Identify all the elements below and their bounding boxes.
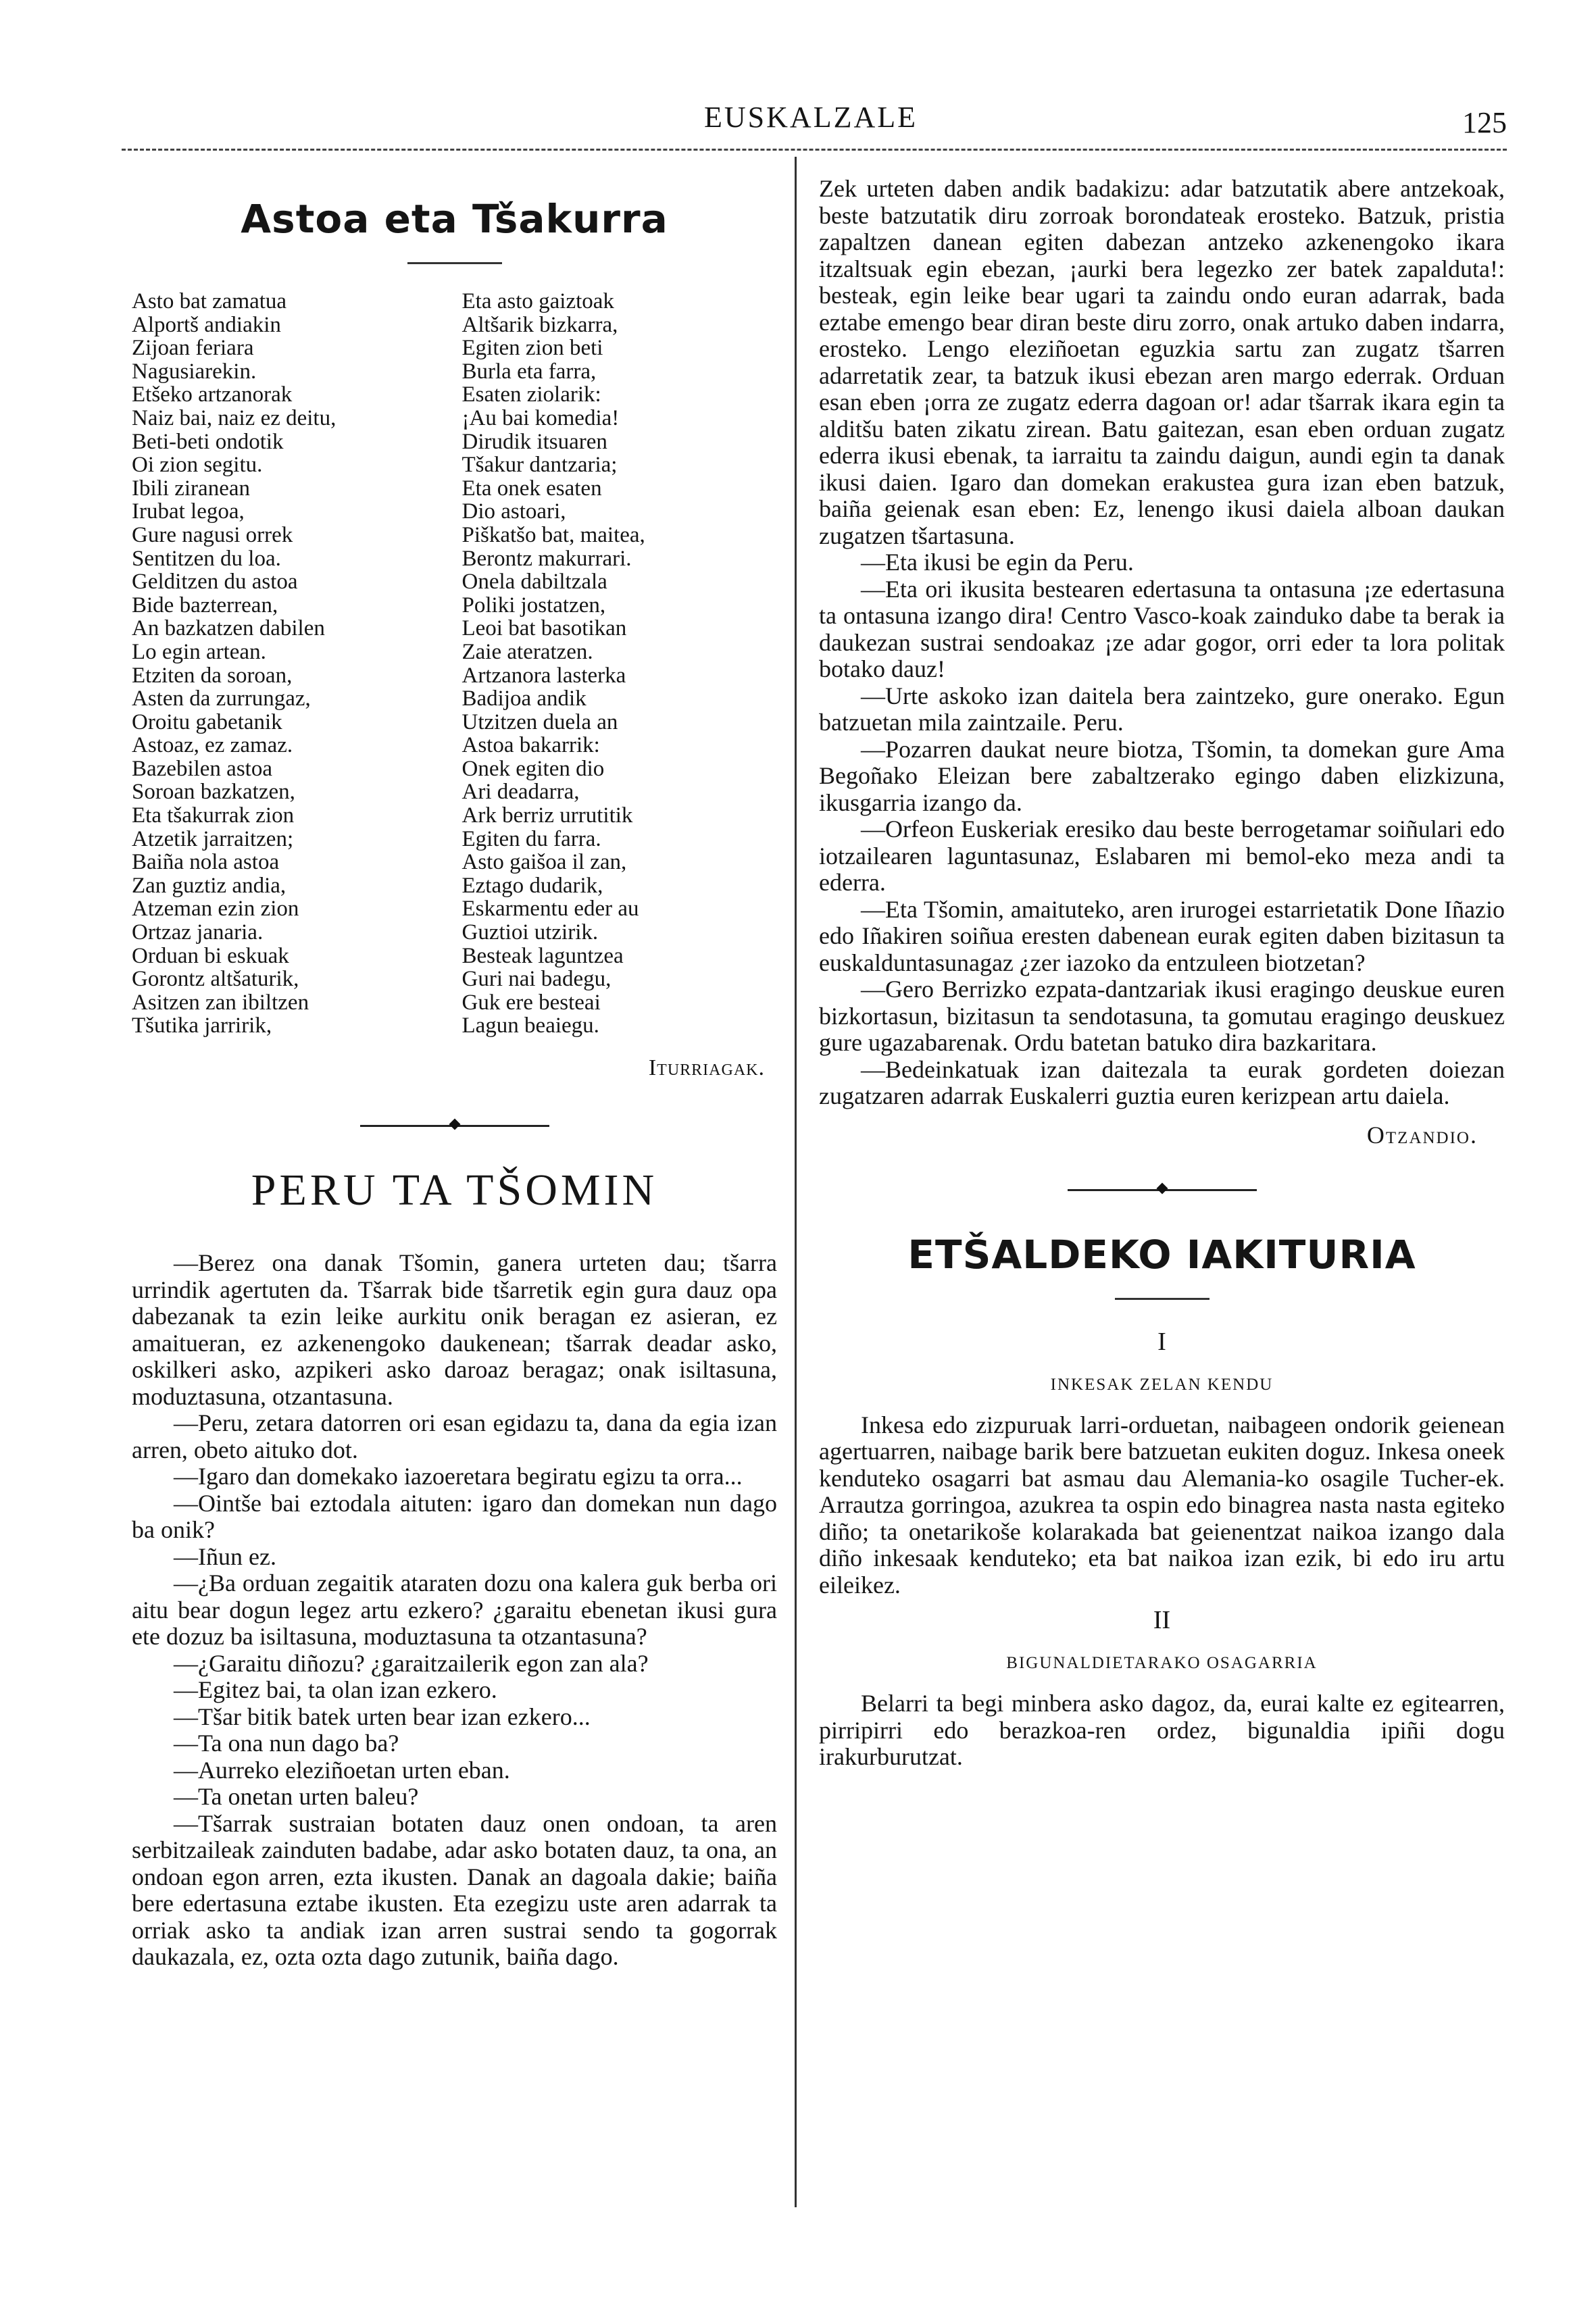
poem-line: Ibili ziranean (132, 476, 250, 501)
poem-line: Bazebilen astoa (132, 756, 272, 781)
poem-line: Beti-beti ondotik (132, 429, 284, 454)
dialogue-paragraph: —Peru, zetara datorren ori esan egidazu ta, dana da egia izan arren, obeto aituko dot. (132, 1409, 777, 1463)
poem-line: Esaten ziolarik: (462, 382, 601, 407)
poem-line: Altšarik bizkarra, (462, 312, 618, 337)
poem-column-1 (132, 290, 447, 1038)
poem-line: Piškatšo bat, maitea, (462, 522, 645, 547)
dialogue-paragraph: —¿Ba orduan zegaitik ataraten dozu ona kalera guk berba ori aitu bear dogun legez artu ezkero? ¿garaitu ebenetan ikusi gura ete dozuz ba isiltasuna, moduztasuna ta otzantasuna? (132, 1569, 777, 1650)
poem-line: Asten da zurrungaz, (132, 686, 311, 711)
poem-line: Eta tšakurrak zion (132, 803, 295, 828)
poem-line: Gelditzen du astoa (132, 570, 298, 595)
section-1-heading: INKESAK ZELAN KENDU (1050, 1375, 1274, 1394)
running-title: EUSKALZALE (704, 101, 918, 134)
poem-line: Eta asto gaiztoak (462, 289, 614, 313)
poem-line: Asto gaišoa il zan, (462, 850, 627, 875)
poem-line: Lagun beaiegu. (462, 1013, 599, 1038)
dialogue-paragraph: —Tšarrak sustraian botaten dauz onen ondoan, ta aren serbitzaileak zainduten badabe, adar asko botaten dauz, ta ona, an ondoan egon arren, ezta ikusten. Danak an dagoala dakie; baiña bere edertasuna eztabe ikusten. Eta ezegizu uste aren adarrak ta orriak asko ta andiak izan arren sustrai sendo ta gogorrak daukazala, ez, ozta ozta dago zutunik, baiña dago. (132, 1809, 777, 1970)
poem-line: Besteak laguntzea (462, 943, 624, 968)
poem-line: ¡Au bai komedia! (462, 405, 620, 430)
poem-line: Oi zion segitu. (132, 453, 263, 478)
poem-line: Poliki jostatzen, (462, 593, 606, 618)
dialogue-paragraph: —Ta ona nun dago ba? (174, 1730, 399, 1757)
poem-line: Zijoan feriara (132, 336, 254, 361)
poem-column-2 (447, 290, 778, 1038)
section-1-numeral: I (1157, 1327, 1166, 1356)
section-2-heading: BIGUNALDIETARAKO OSAGARRIA (1006, 1654, 1318, 1672)
dialogue-paragraph: —Tšar bitik batek urten bear izan ezkero... (174, 1703, 591, 1730)
poem-signature: Iturriagak. (648, 1055, 765, 1080)
right-column (819, 176, 1505, 2223)
column-divider (795, 157, 797, 2207)
poem-line: Atzetik jarraitzen; (132, 826, 294, 851)
poem-line: Atzeman ezin zion (132, 897, 299, 922)
poem-line: Egiten zion beti (462, 336, 603, 361)
poem-line: Asto bat zamatua (132, 289, 287, 313)
poem-line: Ortzaz janaria. (132, 920, 264, 945)
poem-line: Ark berriz urrutitik (462, 803, 633, 828)
poem-line: Baiña nola astoa (132, 850, 280, 875)
poem-line: Eskarmentu eder au (462, 897, 639, 922)
dialogue-paragraph: —Igaro dan domekako iazoeretara begiratu egizu ta orra... (174, 1463, 743, 1490)
poem-line: Bide bazterrean, (132, 593, 278, 618)
poem-line: Leoi bat basotikan (462, 616, 627, 641)
poem-line: Lo egin artean. (132, 639, 266, 664)
section-1-text (819, 1412, 1505, 1599)
peru-title: PERU TA TŠOMIN (251, 1165, 658, 1215)
poem-line: Ari deadarra, (462, 780, 580, 805)
header-rule (122, 149, 1507, 151)
poem-line: Oroitu gabetanik (132, 709, 282, 734)
dialogue-paragraph: —Urte askoko izan daitela bera zaintzeko, gure onerako. Egun batzuetan mila zaintzaile. Peru. (819, 682, 1505, 736)
poem-line: Eztago dudarik, (462, 873, 603, 898)
dialogue-paragraph: —Berez ona danak Tšomin, ganera urteten dau; tšarra urrindik agertuten da. Tšarrak bide tšarretik egin gura dauz opa dabezanak ta ezin leike aurkitu onik beragan ez asieran, ez amaitueran, ez azkenengoko daukenean; tšarrak deadar asko, oskilkeri asko, azpikeri asko daroaz beragaz; onak isiltasuna, moduztasuna, otzantasuna. (132, 1249, 777, 1410)
poem-line: Tšutika jarririk, (132, 1013, 272, 1038)
poem-line: Guztioi utzirik. (462, 920, 599, 945)
poem-line: Astoaz, ez zamaz. (132, 733, 293, 758)
poem-line: Etziten da soroan, (132, 663, 293, 688)
poem-line: Onek egiten dio (462, 756, 605, 781)
etsaldeko-title: ETŠALDEKO IAKITURIA (907, 1231, 1416, 1278)
section-2-text (819, 1690, 1505, 1771)
poem-title: Astoa eta Tšakurra (241, 196, 668, 242)
dialogue-paragraph: —Eta Tšomin, amaituteko, aren irurogei estarrietatik Done Iñazio edo Iñakiren soiñua eresten dabenean eurak egiten daben bizitasun ta euskalduntasunagaz ¿zer iazoko da entzuleen biotzetan? (819, 895, 1505, 976)
poem-line: Sentitzen du loa. (132, 546, 281, 571)
dialogue-paragraph: —Iñun ez. (174, 1542, 276, 1570)
title-rule (407, 262, 502, 264)
poem-line: Dio astoari, (462, 499, 566, 524)
poem-line: Artzanora lasterka (462, 663, 626, 688)
poem-line: Gure nagusi orrek (132, 522, 293, 547)
dialogue-paragraph: —Eta ori ikusita bestearen edertasuna ta ontasuna ¡ze edertasuna ta ontasuna izango dira! Centro Vasco-koak zainduko dabe ta berak ia daukezan sustrai sendoakaz ¡ze adar gogor, orri eder ta lora politak botako dauz! (819, 575, 1505, 682)
poem-line: Zaie ateratzen. (462, 639, 593, 664)
poem-line: Onela dabiltzala (462, 570, 607, 595)
etsaldeko-rule (1115, 1298, 1210, 1300)
page-number: 125 (1462, 106, 1507, 139)
poem-line: Nagusiarekin. (132, 359, 257, 384)
dialogue-paragraph: —Ointše bai eztodala aituten: igaro dan domekan nun dago ba onik? (132, 1489, 777, 1543)
poem-line: Astoa bakarrik: (462, 733, 600, 758)
poem-line: Alportš andiakin (132, 312, 281, 337)
poem-line: Eta onek esaten (462, 476, 602, 501)
poem-body (132, 290, 777, 1038)
ornamental-divider-2 (1068, 1184, 1257, 1195)
poem-line: Naiz bai, naiz ez deitu, (132, 405, 336, 430)
peru-dialogue-continued (819, 176, 1505, 1110)
dialogue-paragraph: —Orfeon Euskeriak eresiko dau beste berrogetamar soiñulari edo iotzailearen laguntasunaz, Eslabaren mi bemol-eko meza andi ta ederra. (819, 815, 1505, 896)
poem-line: Asitzen zan ibiltzen (132, 990, 309, 1015)
dialogue-paragraph: —Ta onetan urten baleu? (174, 1783, 419, 1810)
peru-dialogue (132, 1250, 777, 1971)
dialogue-paragraph: —Egitez bai, ta olan izan ezkero. (174, 1676, 497, 1703)
dialogue-paragraph: —Pozarren daukat neure biotza, Tšomin, ta domekan gure Ama Begoñako Eleizan bere zabaltzerako egingo daben elizkizuna, ikusgarria izango da. (819, 735, 1505, 816)
dialogue-paragraph: —Aurreko eleziñoetan urten eban. (174, 1756, 510, 1784)
dialogue-paragraph: —¿Garaitu diñozu? ¿garaitzailerik egon zan ala? (174, 1649, 649, 1677)
poem-line: Berontz makurrari. (462, 546, 632, 571)
poem-line: Burla eta farra, (462, 359, 597, 384)
dialogue-paragraph: —Eta ikusi be egin da Peru. (861, 549, 1134, 576)
poem-line: Utzitzen duela an (462, 709, 618, 734)
dialogue-paragraph: Zek urteten daben andik badakizu: adar batzutatik abere antzekoak, beste batzutatik diru zorroak borondateak erosteko. Batzuk, pristia zapaltzen danean egiten dabezan antzeko azkenengoko ikara itzaltsuak egin ebezan, ¡aurki bera legezko zer batek zapalduta!: besteak, egin leike bear ugari ta zaindu ondo euran adarrak, bada eztabe emengo bear diran beste diru zorro, onak artuko daben indarra, erosteko. Lengo eleziñoetan eguzkia sartu zan zugatz tšarren adarretatik zear, ta batzuk ikusi ebezan aren margo ederrak. Orduan esan eben ¡orra ze zugatz ederra dagoan or! adar tšarrak ikara egin ta alditšu baten zikatu zirean. Batu gaitezan, esan eben orduan zugatz ederra ikusi ebenak, ta iarraitu ta zaindu daigun, aundi egin ta danak ikusi daien. Igaro dan domekan erakustea gura izan eben batzuk, baiña geienak esan eben: Ez, lenengo ikusi daiela alboan daukan zugatzen tšartasuna. (819, 175, 1505, 549)
left-column (132, 176, 777, 2223)
poem-line: Soroan bazkatzen, (132, 780, 295, 805)
section-1-paragraph: Inkesa edo zizpuruak larri-orduetan, naibageen ondorik geienean agertuarren, naibage barik bere batzuetan eukiten doguz. Inkesa oneek kenduteko osagarri bat asmau dau Alemania-ko osagile Tucher-ek. Arrautza gorringoa, azukrea ta ospin edo binagrea nasta nasta egiteko diño; ta onetarikoše kolarakada bat geienentzat naikoa izango dala diño inkesaak kenduteko; eta bat naikoa izan ezik, bi edo iru artu eileikez. (819, 1411, 1505, 1599)
poem-line: Zan guztiz andia, (132, 873, 286, 898)
poem-line: Gorontz altšaturik, (132, 967, 299, 992)
running-header (115, 100, 1507, 154)
poem-line: Badijoa andik (462, 686, 587, 711)
poem-line: Egiten du farra. (462, 826, 601, 851)
dialogue-paragraph: —Bedeinkatuak izan daitezala ta eurak gordeten doiezan zugatzaren adarrak Euskalerri guztia euren kerizpean artu daiela. (819, 1055, 1505, 1109)
poem-line: Guri nai badegu, (462, 967, 612, 992)
section-2-paragraph: Belarri ta begi minbera asko dagoz, da, eurai kalte ez egitearren, pirripirri edo berazkoa-ren ordez, bigunaldia ipiñi dogu irakurburutzat. (819, 1690, 1505, 1770)
poem-line: Etšeko artzanorak (132, 382, 293, 407)
peru-signature: Otzandio. (1366, 1121, 1478, 1149)
poem-line: Irubat legoa, (132, 499, 245, 524)
section-2-numeral: II (1153, 1606, 1171, 1634)
poem-line: An bazkatzen dabilen (132, 616, 325, 641)
poem-line: Tšakur dantzaria; (462, 453, 618, 478)
dialogue-paragraph: —Gero Berrizko ezpata-dantzariak ikusi eragingo deuskue euren bizkortasun, bizitasun ta sendotasuna, ta gomutau eragingo deuskuez gure ugazabarenak. Ordu batetan batuko dira bazkaritara. (819, 976, 1505, 1056)
poem-line: Orduan bi eskuak (132, 943, 289, 968)
poem-line: Dirudik itsuaren (462, 429, 607, 454)
ornamental-divider (360, 1120, 549, 1131)
poem-line: Guk ere besteai (462, 990, 601, 1015)
